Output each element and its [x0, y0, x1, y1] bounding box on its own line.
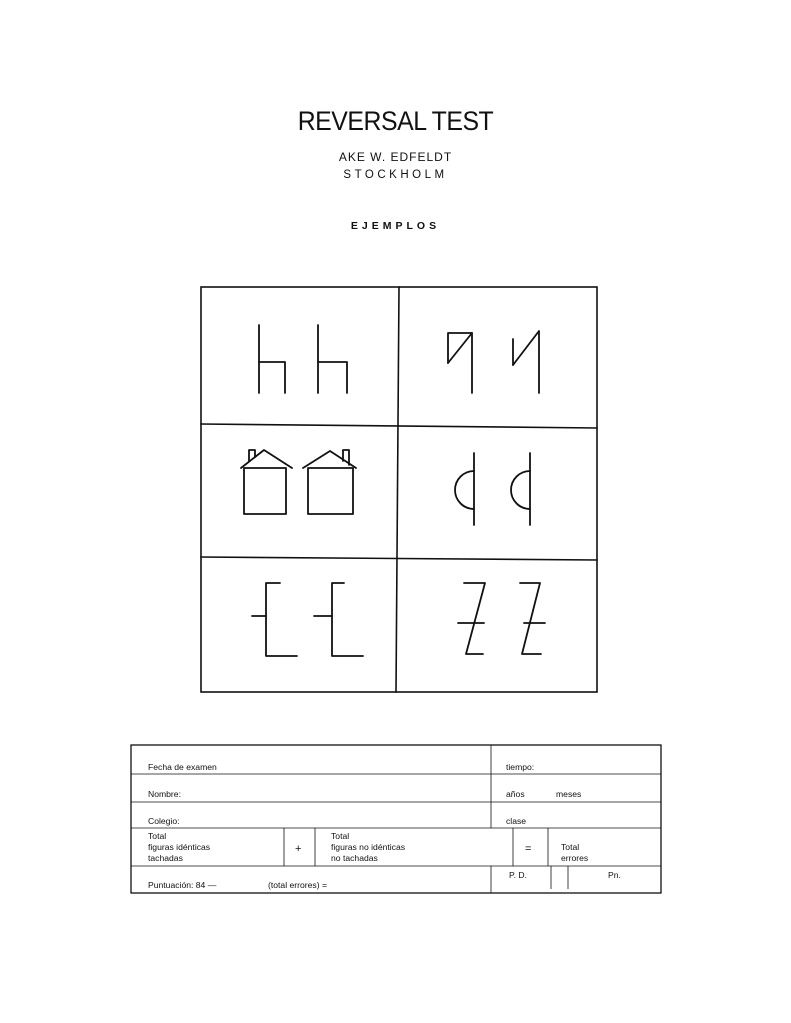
identical-figures-label: figuras idénticas [148, 842, 211, 852]
class-label: clase [506, 816, 527, 826]
years-label: años [506, 789, 525, 799]
grid-divider-vertical [396, 287, 399, 692]
plus-sign: + [295, 843, 302, 855]
bracket-pair-icon [252, 583, 363, 656]
author-name: AKE W. EDFELDT [338, 150, 453, 164]
total-errors-formula-label: (total errores) = [268, 880, 327, 890]
scoring-form [128, 744, 664, 898]
pd-label: P. D. [509, 870, 527, 880]
grid-divider-horizontal-2 [201, 557, 597, 560]
page-title: REVERSAL TEST [297, 106, 494, 136]
exam-date-label: Fecha de examen [148, 762, 217, 772]
section-heading: EJEMPLOS [350, 220, 441, 232]
time-label: tiempo: [506, 762, 535, 772]
name-label: Nombre: [148, 789, 181, 799]
equals-sign: = [525, 843, 532, 855]
h-letter-pair-icon [259, 325, 347, 393]
house-pair-icon [241, 450, 356, 514]
months-label: meses [556, 789, 582, 799]
score-formula-label: Puntuación: 84 — [148, 880, 217, 890]
examples-grid [196, 285, 600, 695]
total-identical-label: Total [148, 831, 167, 841]
pn-label: Pn. [608, 870, 621, 880]
total-errors-label: Total [561, 842, 580, 852]
half-circle-pair-icon [455, 453, 530, 525]
not-crossed-label: no tachadas [331, 853, 378, 863]
flag-figure-pair-icon [448, 331, 539, 393]
city-name: STOCKHOLM [343, 169, 448, 181]
grid-divider-horizontal-1 [201, 424, 597, 428]
z-figure-pair-icon [458, 583, 545, 654]
school-label: Colegio: [148, 816, 180, 826]
crossed-label: tachadas [148, 853, 183, 863]
non-identical-figures-label: figuras no idénticas [331, 842, 406, 852]
errors-label: errores [561, 853, 589, 863]
total-non-identical-label: Total [331, 831, 350, 841]
